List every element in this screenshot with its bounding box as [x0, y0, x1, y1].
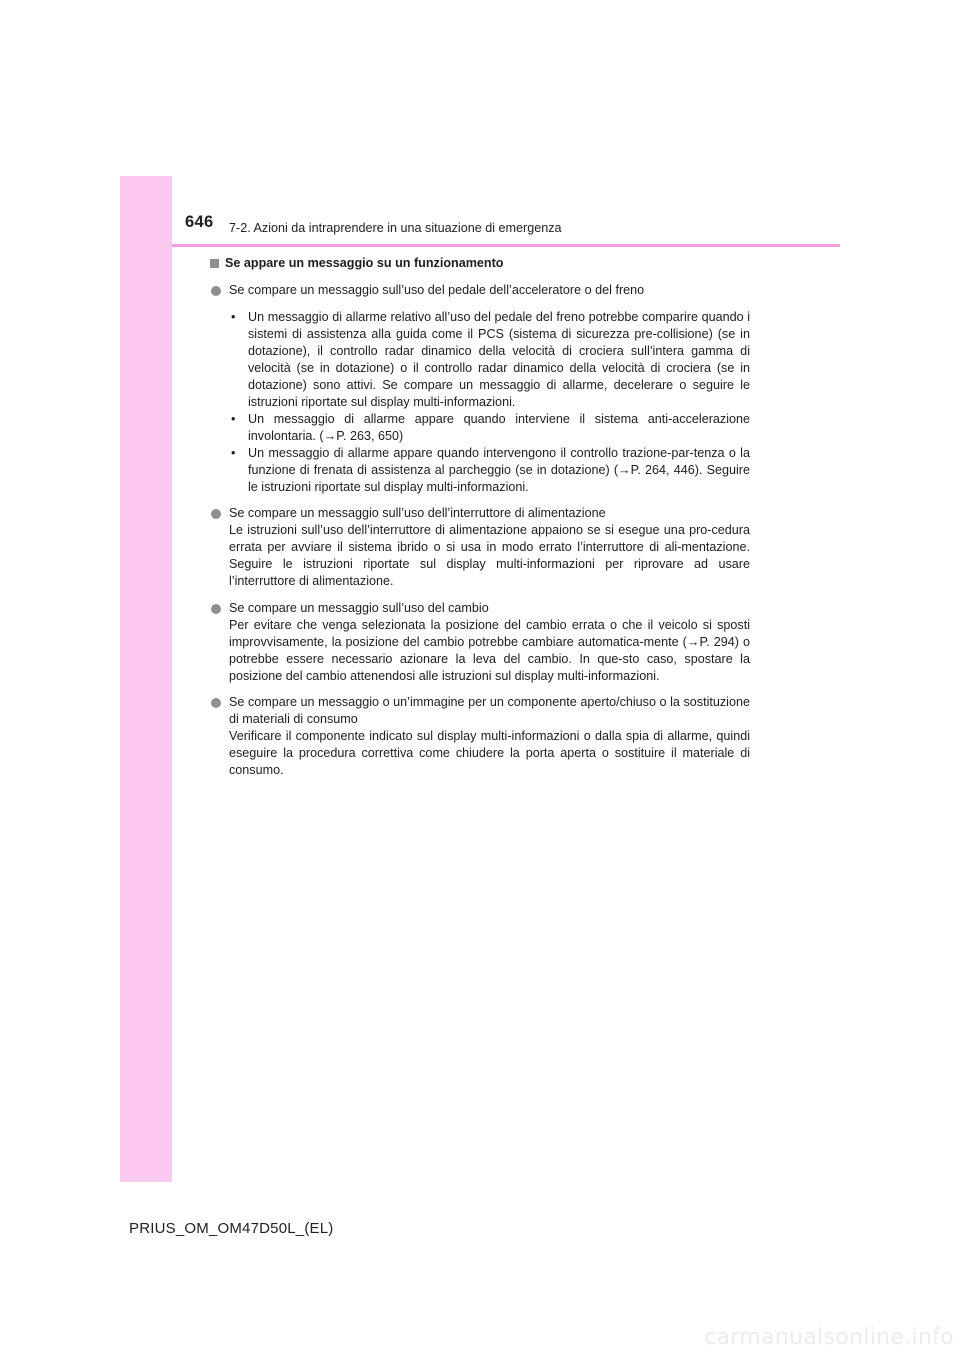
sub-list	[229, 309, 750, 496]
list-item-shift-message	[210, 600, 750, 685]
sub-list-item	[229, 411, 750, 445]
bullet-dot-icon: •	[231, 310, 236, 324]
list-item-pedal-message	[210, 282, 750, 496]
section-heading	[210, 255, 750, 272]
gray-circle-icon	[211, 509, 221, 519]
sub-list-item-text: Un messaggio di allarme appare quando interviene il sistema anti-accelerazione involontaria. (→P. 263, 650)	[248, 412, 750, 443]
gray-circle-icon	[211, 698, 221, 708]
sub-list-item-text: Un messaggio di allarme relativo all’uso del pedale del freno potrebbe comparire quando i sistemi di assistenza alla guida come il PCS (sistema di sicurezza pre-collisione) (se in dotazione), il controllo radar dinamico della velocità di crociera sull’intera gamma di velocità (se in dotazione) o il controllo radar dinamico della velocità di crociera (se in dotazione) sono attivi. Se compare un messaggio di allarme, decelerare o seguire le istruzioni riportate sul display multi-informazioni.	[248, 310, 750, 409]
main-content	[210, 255, 750, 788]
chapter-tab-band	[120, 176, 172, 1182]
gray-circle-icon	[211, 286, 221, 296]
bullet-dot-icon: •	[231, 446, 236, 460]
list-item-body: Per evitare che venga selezionata la posizione del cambio errata o che il veicolo si sposti improvvisamente, la posizione del cambio potrebbe cambiare automatica-mente (→P. 294) o potrebbe essere necessario azionare la leva del cambio. In que-sto caso, spostare la posizione del cambio attenendosi alle istruzioni sul display multi-informazioni.	[229, 618, 750, 683]
list-item-title: Se compare un messaggio sull’uso dell’interruttore di alimentazione	[229, 506, 606, 520]
list-item-open-component-message	[210, 694, 750, 779]
list-item-title: Se compare un messaggio sull’uso del pedale dell’acceleratore o del freno	[229, 283, 645, 297]
sub-list-item	[229, 445, 750, 496]
sub-list-item	[229, 309, 750, 411]
watermark: carmanualsonline.info	[704, 1325, 954, 1350]
gray-square-icon	[210, 259, 219, 268]
gray-circle-icon	[211, 604, 221, 614]
list-item-body: Le istruzioni sull’uso dell’interruttore di alimentazione appaiono se si esegue una pro-cedura errata per avviare il sistema ibrido o si usa in modo errato l’interruttore di ali-mentazione. Seguire le istruzioni riportate sul display multi-informazioni per riprovare ad usare l’interruttore di alimentazione.	[229, 523, 750, 588]
list-item-body: Verificare il componente indicato sul display multi-informazioni o dalla spia di allarme, quindi eseguire la procedura correttiva come chiudere la porta aperta o sostituire il materiale di consumo.	[229, 729, 750, 777]
bullet-dot-icon: •	[231, 412, 236, 426]
list-item-title: Se compare un messaggio o un’immagine per un componente aperto/chiuso o la sostituzione di materiali di consumo	[229, 695, 750, 726]
list-item-power-switch-message	[210, 505, 750, 590]
header-divider	[172, 244, 840, 247]
section-heading-text: Se appare un messaggio su un funzionamento	[225, 256, 504, 270]
page-number: 646	[185, 213, 214, 231]
list-item-title: Se compare un messaggio sull’uso del cambio	[229, 601, 489, 615]
section-title: 7-2. Azioni da intraprendere in una situazione di emergenza	[229, 221, 562, 235]
document-code: PRIUS_OM_OM47D50L_(EL)	[129, 1220, 334, 1237]
sub-list-item-text: Un messaggio di allarme appare quando intervengono il controllo trazione-par-tenza o la funzione di frenata di assistenza al parcheggio (se in dotazione) (→P. 264, 446). Seguire le istruzioni riportate sul display multi-informazioni.	[248, 446, 750, 494]
